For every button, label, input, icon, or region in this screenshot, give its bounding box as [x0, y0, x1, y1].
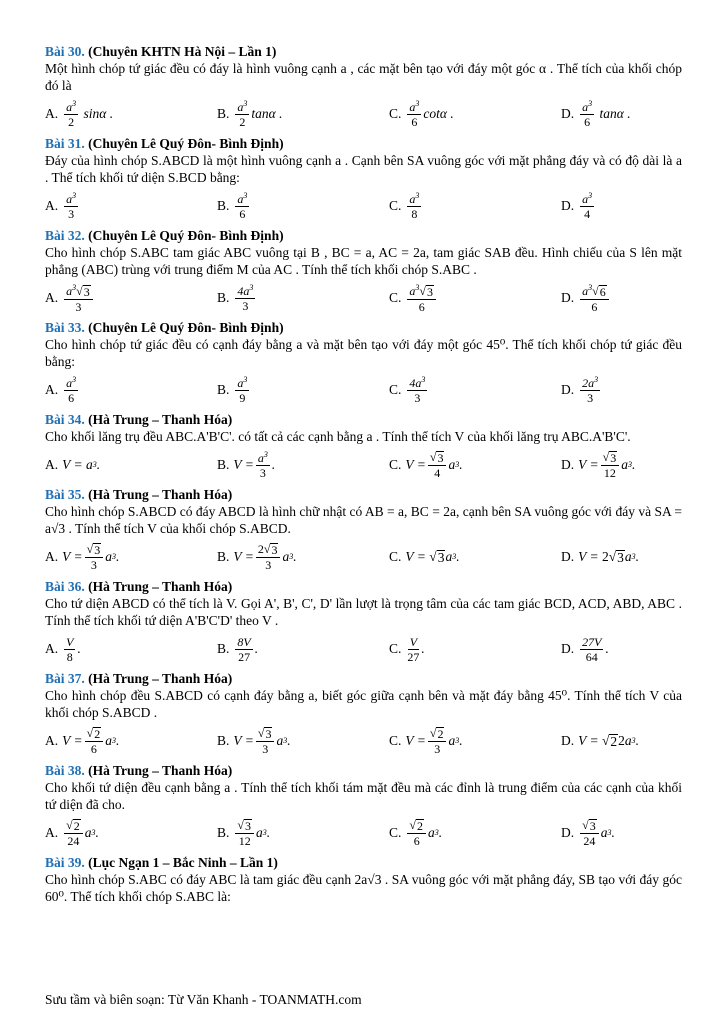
- choice-b: B. √ 3 12 a 3 .: [217, 818, 271, 848]
- problem-number: Bài 32.: [45, 228, 85, 243]
- choice-a: A. V = a 3 .: [45, 457, 101, 473]
- choice-c: C. √ 2 6 a 3 .: [389, 818, 443, 848]
- choice-d: D. V = √ 2 2 a 3 .: [561, 732, 640, 749]
- problem-source: (Hà Trung – Thanh Hóa): [88, 487, 233, 502]
- choice-a: A. V = √ 2 6 a 3 .: [45, 726, 120, 756]
- answer-choices: [45, 370, 682, 410]
- problem-36: [45, 579, 682, 669]
- worksheet: [45, 44, 682, 907]
- problem-number: Bài 38.: [45, 763, 85, 778]
- choice-b: B. V = 2√ 3 3 a 3 .: [217, 542, 297, 572]
- problem-source: (Hà Trung – Thanh Hóa): [88, 579, 233, 594]
- problem-38: [45, 763, 682, 853]
- problem-title: [45, 136, 682, 152]
- answer-choices: [45, 629, 682, 669]
- answer-choices: [45, 537, 682, 577]
- problem-33: [45, 320, 682, 410]
- problem-text: Cho hình chóp đều S.ABCD có cạnh đáy bằng a, biết góc giữa cạnh bên và mặt đáy bằng 45⁰. Tính thể tích V của khối chóp S.ABCD .: [45, 688, 682, 720]
- problem-source: (Chuyên Lê Quý Đôn- Bình Định): [88, 136, 284, 151]
- problem-34: [45, 412, 682, 485]
- problem-39: [45, 855, 682, 905]
- problem-text: Cho khối lăng trụ đều ABC.A'B'C'. có tất cả các cạnh bằng a . Tính thể tích V của khối lăng trụ ABC.A'B'C'.: [45, 429, 631, 444]
- choice-b: B. $\frac{a^3}{2}$ tanα .: [217, 99, 283, 129]
- problem-30: [45, 44, 682, 134]
- problem-source: (Hà Trung – Thanh Hóa): [88, 412, 233, 427]
- problem-number: Bài 31.: [45, 136, 85, 151]
- problem-text: Một hình chóp tứ giác đều có đáy là hình vuông cạnh a , các mặt bên tạo với đáy một góc α . Thể tích của khối chóp đó là: [45, 61, 682, 93]
- choice-c: C. $a^3√$ 3 6: [389, 284, 561, 313]
- choice-d: D. $\frac{a^3}{6}$ tanα .: [561, 99, 631, 129]
- choice-c: C. $\frac{a^3}{8}$: [389, 191, 420, 221]
- problem-32: [45, 228, 682, 318]
- problem-number: Bài 33.: [45, 320, 85, 335]
- problem-source: (Chuyên Lê Quý Đôn- Bình Định): [88, 228, 284, 243]
- problem-number: Bài 36.: [45, 579, 85, 594]
- problem-title: [45, 855, 682, 871]
- problem-source: (Hà Trung – Thanh Hóa): [88, 763, 233, 778]
- choice-d: D. V = √ 3 12 a 3 .: [561, 450, 636, 480]
- problem-text: Cho khối tứ diện đều cạnh bằng a . Tính thể tích khối tám mặt đều mà các đỉnh là trung điểm của các cạnh của khối tứ diện đã cho.: [45, 780, 682, 812]
- choice-d: D. √ 3 24 a 3 .: [561, 818, 615, 848]
- problem-number: Bài 37.: [45, 671, 85, 686]
- choice-c: C. V = √ 2 3 a 3 .: [389, 726, 463, 756]
- choice-b: B. $\frac{8V}{27}$ .: [217, 634, 259, 664]
- choice-c: C. $\frac{a^3}{6}$ cotα .: [389, 99, 454, 129]
- problem-source: (Chuyên Lê Quý Đôn- Bình Định): [88, 320, 284, 335]
- problem-title: [45, 579, 682, 595]
- choice-b: B. V = √ 3 3 a 3 .: [217, 726, 291, 756]
- problem-text: Cho tứ diện ABCD có thể tích là V. Gọi A', B', C', D' lần lượt là trọng tâm của các tam giác BCD, ACD, ABD, ABC . Tính thể tích khối tứ diện A'B'C'D' theo V .: [45, 596, 682, 628]
- choice-b: B. $\frac{a^3}{6}$: [217, 191, 248, 221]
- problem-title: [45, 320, 682, 336]
- problem-source: (Chuyên KHTN Hà Nội – Lần 1): [88, 44, 277, 59]
- problem-title: [45, 44, 682, 60]
- choice-d: D. $a^3√$ 6 6: [561, 284, 681, 313]
- problem-number: Bài 30.: [45, 44, 85, 59]
- problem-text: Cho hình chóp S.ABC có đáy ABC là tam giác đều cạnh 2a√3 . SA vuông góc với mặt phẳng đáy, SB tạo với đáy góc 60⁰. Thể tích khối chóp S.ABC là:: [45, 872, 682, 904]
- problem-35: [45, 487, 682, 577]
- answer-choices: [45, 721, 682, 761]
- problem-source: (Hà Trung – Thanh Hóa): [88, 671, 233, 686]
- problem-title: [45, 763, 682, 779]
- problem-number: Bài 34.: [45, 412, 85, 427]
- problem-title: [45, 487, 682, 503]
- page-footer: Sưu tầm và biên soạn: Từ Văn Khanh - TOANMATH.com: [45, 992, 362, 1007]
- choice-b: B. V = $\frac{a^3}{3}$ .: [217, 450, 276, 480]
- problem-number: Bài 39.: [45, 855, 85, 870]
- choice-a: A. $\frac{a^3}{2}$ sinα .: [45, 99, 114, 129]
- problem-37: [45, 671, 682, 761]
- problem-title: [45, 228, 682, 244]
- answer-choices: [45, 186, 682, 226]
- choice-a: A. $\frac{a^3}{3}$: [45, 191, 77, 221]
- problem-text: Cho hình chóp S.ABC tam giác ABC vuông tại B , BC = a, AC = 2a, tam giác SAB đều. Hình chiếu của S lên mặt phẳng (ABC) trùng với trung điểm M của AC . Tính thể tích khối chóp S.ABC .: [45, 245, 682, 277]
- choice-d: D. $\frac{2a^3}{3}$: [561, 375, 599, 405]
- choice-a: A. $a^3√$ 3 3: [45, 284, 217, 313]
- answer-choices: [45, 445, 682, 485]
- choice-c: C. $\frac{V}{27}$ .: [389, 634, 425, 664]
- problem-title: [45, 671, 682, 687]
- choice-d: D. $\frac{a^3}{4}$: [561, 191, 593, 221]
- choice-d: D. $\frac{27V}{64}$ .: [561, 634, 609, 664]
- problem-number: Bài 35.: [45, 487, 85, 502]
- choice-c: C. V = √ 3 a 3 .: [389, 548, 460, 565]
- problem-source: (Lục Ngạn 1 – Bắc Ninh – Lần 1): [88, 855, 278, 870]
- answer-choices: [45, 94, 682, 134]
- choice-a: A. √ 2 24 a 3 .: [45, 818, 99, 848]
- choice-b: B. $\frac{4a^3}{3}$: [217, 283, 254, 313]
- choice-b: B. $\frac{a^3}{9}$: [217, 375, 248, 405]
- choice-c: C. $\frac{4a^3}{3}$: [389, 375, 426, 405]
- problem-text: Cho hình chóp S.ABCD có đáy ABCD là hình chữ nhật có AB = a, BC = 2a, cạnh bên SA vuông góc với đáy và SA = a√3 . Tính thể tích V của khối chóp S.ABCD.: [45, 504, 682, 536]
- choice-a: A. V = √ 3 3 a 3 .: [45, 542, 120, 572]
- choice-c: C. V = √ 3 4 a 3 .: [389, 450, 463, 480]
- problem-title: [45, 412, 682, 428]
- problem-text: Cho hình chóp tứ giác đều có cạnh đáy bằng a và mặt bên tạo với đáy một góc 45⁰. Thể tích khối chóp tứ giác đều bằng:: [45, 337, 682, 369]
- problem-31: [45, 136, 682, 226]
- choice-d: D. V = 2 √ 3 a 3 .: [561, 548, 640, 565]
- choice-a: A. $\frac{V}{8}$ .: [45, 634, 81, 664]
- answer-choices: [45, 278, 682, 318]
- problem-text: Đáy của hình chóp S.ABCD là một hình vuông cạnh a . Cạnh bên SA vuông góc với mặt phẳng đáy và có độ dài là a . Thể tích khối tứ diện S.BCD bằng:: [45, 153, 682, 185]
- answer-choices: [45, 813, 682, 853]
- choice-a: A. $\frac{a^3}{6}$: [45, 375, 77, 405]
